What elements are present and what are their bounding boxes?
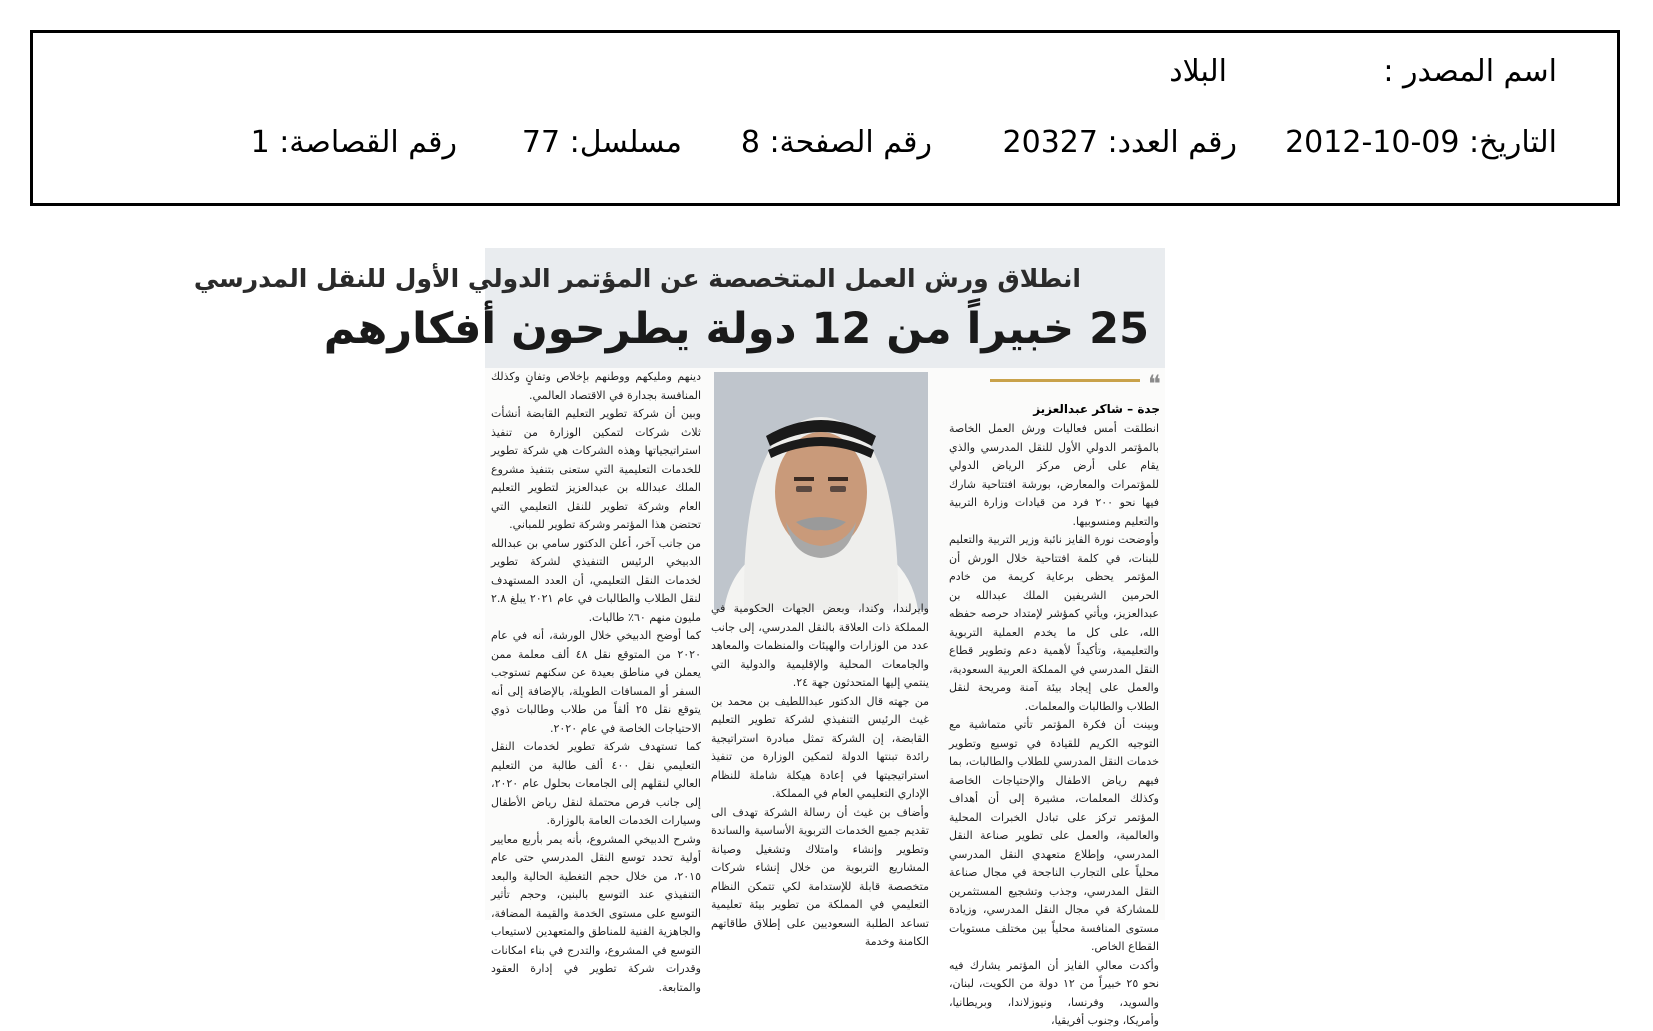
paragraph: من جانب آخر، أعلن الدكتور سامي بن عبدالله الدبيخي الرئيس التنفيذي لشركة تطوير لخدمات النقل التعليمي، أن العدد المستهدف لنقل الطلاب والطالبات في عام ٢٠٢١ يبلغ ٢.٨ مليون منهم ٦٠٪ طالبات.: [491, 536, 701, 624]
headline-band: [193, 248, 1165, 368]
paragraph: وبين أن شركة تطوير التعليم القابضة أنشأت ثلاث شركات لتمكين الوزارة من تنفيذ استراتيجياتها وهذه الشركات هي شركة تطوير للخدمات التعليمية التي ستعنى بتنفيذ مشروع الملك عبدالله بن عبدالعزيز لتطوير التعليم العام وشركة تطوير للنقل التعليمي التي تحتضن هذا المؤتمر وشركة تطوير للمباني.: [491, 407, 701, 531]
newspaper-clipping: [193, 248, 1165, 1027]
paragraph: من جهته قال الدكتور عبداللطيف بن محمد بن غيث الرئيس التنفيذي لشركة تطوير التعليم القابضة، إن الشركة تمثل مبادرة استراتيجية رائدة تبنتها الدولة لتمكين الوزارة من تنفيذ استراتيجيتها في إعادة هيكلة شاملة للنظام الإداري التعليمي العام في المملكة.: [711, 694, 929, 800]
paragraph: وايرلندا، وكندا، وبعض الجهات الحكومية في المملكة ذات العلاقة بالنقل المدرسي، إلى جانب عدد من الوزارات والهيئات والمنظمات والمعاهد والجامعات المحلية والإقليمية والدولية التي ينتمي إليها المتحدثون جهة ٢٤.: [711, 602, 929, 689]
paragraph: كما تستهدف شركة تطوير لخدمات النقل التعليمي نقل ٤٠٠ ألف طالبة من التعليم العالي لنقلهم إلى الجامعات بحلول عام ٢٠٢٠، إلى جانب فرص محتملة لنقل رياض الأطفال وسيارات الخدمات العامة بالوزارة.: [491, 740, 701, 827]
paragraph: وبينت أن فكرة المؤتمر تأتي متماشية مع التوجيه الكريم للقيادة في توسيع وتطوير خدمات النقل المدرسي للطلاب والطالبات، بما فيهم رياض الاطفال والإحتياجات الخاصة وكذلك المعلمات، مشيرة إلى أن أهداف المؤتمر تركز على تبادل الخبرات المحلية والعالمية، والعمل على تطوير صناعة النقل المدرسي، وإطلاع متعهدي النقل المدرسي محلياً على التجارب الناجحة في مجال صناعة النقل المدرسي، وجذب وتشجيع المستثمرين للمشاركة في مجال النقل المدرسي، وزيادة مستوى المنافسة محلياً بين مختلف مستويات القطاع الخاص.: [949, 718, 1159, 953]
article-kicker: انطلاق ورش العمل المتخصصة عن المؤتمر الدولي الأول للنقل المدرسي: [193, 264, 1081, 293]
portrait-illustration: [714, 372, 928, 610]
source-value: البلاد: [1169, 54, 1227, 89]
paragraph: انطلقت أمس فعاليات ورش العمل الخاصة بالمؤتمر الدولي الأول للنقل المدرسي والذي يقام على أرض مركز الرياض الدولي للمؤتمرات والمعارض، بورشة افتتاحية شارك فيها نحو ٢٠٠ فرد من قيادات وزارة التربية والتعليم ومنسوبيها.: [949, 422, 1159, 528]
paragraph: وأوضحت نورة الفايز نائبة وزير التربية والتعليم للبنات، في كلمة افتتاحية خلال الورش أن المؤتمر يحظى برعاية كريمة من خادم الحرمين الشريفين الملك عبدالله بن عبدالعزيز، ويأتي كمؤشر لإمتداد حرصه حفظه الله، على كل ما يخدم العملية التربوية والتعليمية، وتأكيداً لأهمية دعم وتطوير قطاع النقل المدرسي في المملكة العربية السعودية، والعمل على إيجاد بيئة آمنة ومريحة لنقل الطلاب والطالبات والمعلمات.: [949, 533, 1159, 713]
article-column-left: [491, 368, 701, 994]
byline-rule: [990, 379, 1140, 382]
portrait-photo: [714, 372, 928, 610]
issue-info-row: [227, 125, 1557, 164]
source-label: اسم المصدر :: [1383, 54, 1557, 89]
paragraph: دينهم ومليكهم ووطنهم بإخلاص وتفانٍ وكذلك المنافسة بجدارة في الاقتصاد العالمي.: [491, 370, 701, 402]
article-headline: 25 خبيراً من 12 دولة يطرحون أفكارهم: [323, 304, 1149, 354]
paragraph: وشرح الدبيخي المشروع، بأنه يمر بأربع معايير أولية تحدد توسع النقل المدرسي حتى عام ٢٠١٥، من خلال حجم التغطية الحالية والبعد التنفيذي عند التوسع بالبنين، وحجم تأثير التوسع على مستوى الخدمة والقيمة المضافة، والجاهزية الفنية للمناطق والمتعهدين لاستيعاب التوسع في المشروع، والتدرج في بناء امكانات وقدرات شركة تطوير في إدارة العقود والمتابعة.: [491, 832, 701, 994]
article-byline: جدة – شاكر عبدالعزيز: [1033, 402, 1160, 416]
date-field: التاريخ: 09-10-2012: [1285, 125, 1557, 160]
source-row: [657, 54, 1557, 93]
article-column-right: [949, 420, 1160, 1027]
page-number-field: رقم الصفحة: 8: [740, 125, 932, 160]
quote-icon: ❝: [1148, 370, 1161, 398]
paragraph: وأضاف بن غيث أن رسالة الشركة تهدف الى تقديم جميع الخدمات التربوية الأساسية والساندة وتطوير وإنشاء وامتلاك وتشغيل وصيانة المشاريع التربوية من خلال إنشاء شركات متخصصة قابلة للإستدامة لكي تتمكن النظام التعليمي في المملكة من تطوير بيئة تعليمية تساعد الطلبة السعوديين على إطلاق طاقاتهم الكامنة وخدمة: [711, 805, 929, 948]
serial-field: مسلسل: 77: [521, 125, 682, 160]
paragraph: كما أوضح الدبيخي خلال الورشة، أنه في عام ٢٠٢٠ من المتوقع نقل ٤٨ ألف معلمة ممن يعملن في مناطق بعيدة عن سكنهم تستوجب السفر أو المسافات الطويلة، بالإضافة إلى أنه يتوقع نقل ٢٥ ألفاً من طلاب وطالبات ذوي الاحتياجات الخاصة في عام ٢٠٢٠.: [491, 629, 701, 735]
article-column-middle: [711, 600, 929, 948]
source-metadata-box: [30, 30, 1620, 206]
clip-number-field: رقم القصاصة: 1: [250, 125, 457, 160]
issue-number-field: رقم العدد: 20327: [1002, 125, 1237, 160]
paragraph: وأكدت معالي الفايز أن المؤتمر يشارك فيه نحو ٢٥ خبيراً من ١٢ دولة من الكويت، لبنان، والسويد، وفرنسا، ونيوزلاندا، وبريطانيا، وأمريكا، وجنوب أفريقيا،: [949, 958, 1160, 1027]
